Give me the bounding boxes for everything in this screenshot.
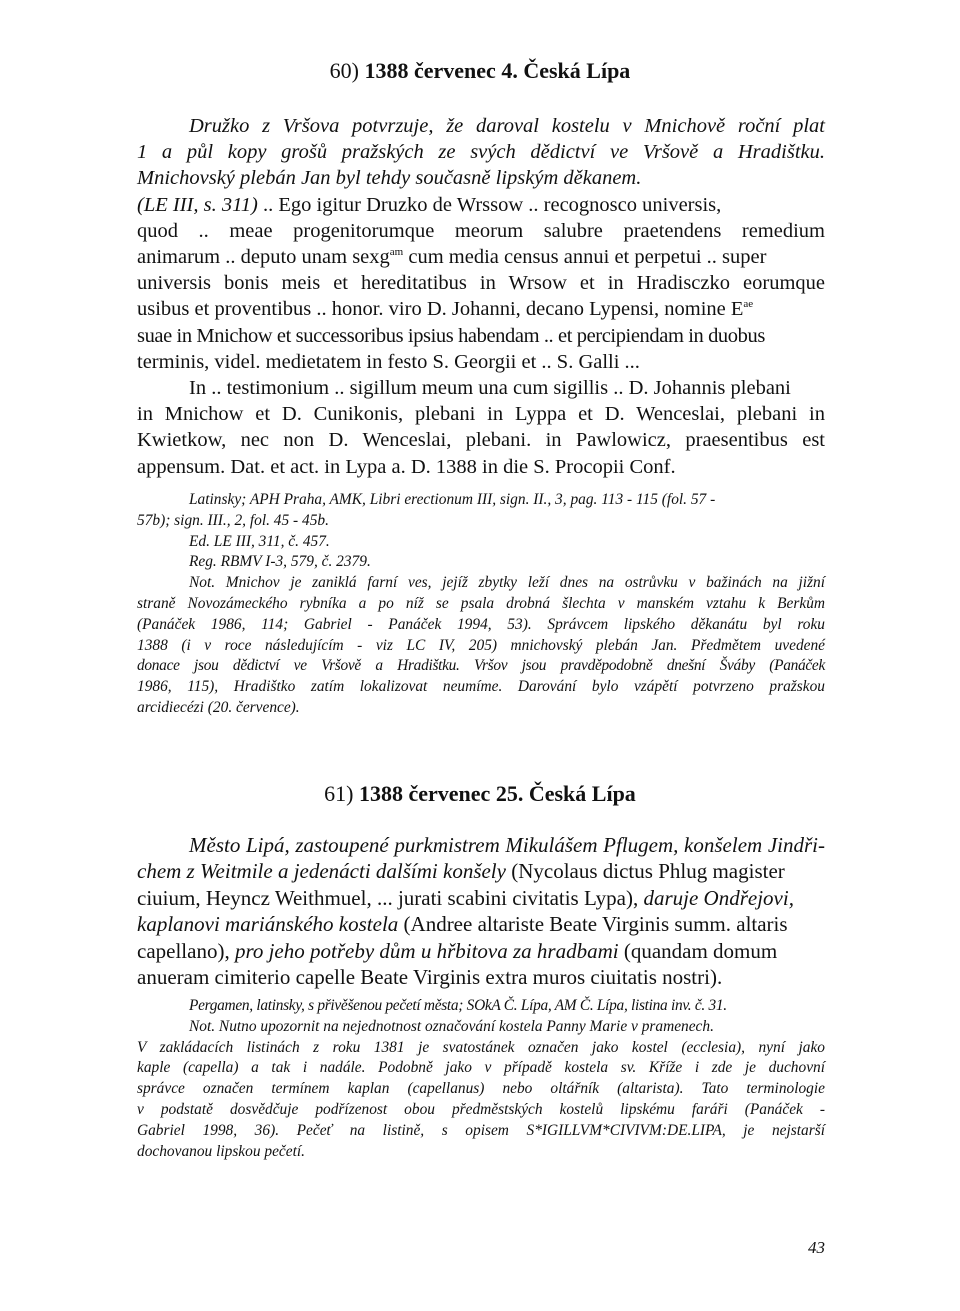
latin-line: In .. testimonium .. sigillum meum una cum sigillis .. D. Johannis plebani (189, 377, 791, 400)
body-line: ciuium, Heyncz Weithmuel, ... jurati scabini civitatis Lypa), daruje Ondřejovi, (137, 885, 794, 910)
latin-line: usibus et proventibus .. honor. viro D. Johanni, decano Lypensi, nomine $E^{ae}$ (137, 298, 754, 321)
note-line: Latinsky; APH Praha, AMK, Libri erectionum III, sign. II., 3, pag. 113 - 115 (fol. 57 - (189, 491, 716, 508)
latin-line: Kwietkow, nec non D. Wenceslai, plebani. in Pawlowicz, praesentibus est (137, 429, 825, 452)
note-line: donace jsou dědictví ve Vršově a Hradištku. Vršov jsou pravděpodobně dnešní Šváby (Panáček (137, 657, 825, 675)
entry-60-notes (137, 490, 825, 719)
latin-line: appensum. Dat. et act. in Lypa a. D. 1388 in die S. Procopii Conf. (137, 455, 676, 478)
entry-61-notes (137, 996, 825, 1162)
latin-line: animarum .. deputo unam sexg$^{am}$ cum media census annui et perpetui .. super (137, 246, 767, 269)
entry-number: 60) (329, 58, 359, 83)
page-number: 43 (808, 1238, 825, 1257)
latin-line: (LE III, s. 311) .. Ego igitur Druzko de Wrssow .. recognosco universis, (137, 193, 722, 216)
entry-date: 1388 červenec 4. (364, 58, 518, 83)
latin-line: quod .. meae progenitorumque meorum salubre praetendens remedium (137, 219, 825, 242)
note-line: dochovanou lipskou pečetí. (137, 1142, 305, 1160)
note-line: V zakládacích listinách z roku 1381 je svatostánek označen jako kostel (ecclesia), nyní jako (137, 1038, 825, 1056)
body-line: anueram cimiterio capelle Beate Virginis extra muros ciuitatis nostri). (137, 965, 723, 990)
latin-line: in Mnichow et D. Cunikonis, plebani in Lyppa et D. Wenceslai, plebani in (137, 403, 825, 426)
note-line: Ed. LE III, 311, č. 457. (189, 532, 330, 550)
summary-line: Mnichovský plebán Jan byl tehdy současně lipským děkanem. (137, 167, 642, 190)
entry-61-heading (0, 781, 960, 807)
note-line: Gabriel 1998, 36). Pečeť na listině, s opisem S*IGILLVM*CIVIVM:DE.LIPA, je nejstarší (137, 1121, 825, 1139)
body-line: Město Lipá, zastoupené purkmistrem Mikulášem Pflugem, konšelem Jindři- (189, 833, 825, 857)
note-line: Reg. RBMV I-3, 579, č. 2379. (189, 553, 371, 571)
note-line: Not. Mnichov je zaniklá farní ves, jejíž zbytky leží dnes na ostrůvku v bažinách na jižní (189, 574, 825, 592)
note-line: v podstatě dosvědčuje podřízenost obou předměstských kostelů lipskému faráři (Panáček - (137, 1100, 825, 1118)
entry-date: 1388 červenec 25. (359, 781, 524, 806)
note-line: Not. Nutno upozornit na nejednotnost označování kostela Panny Marie v pramenech. (189, 1017, 714, 1035)
entry-place: Česká Lípa (523, 58, 631, 83)
entry-60-heading (0, 58, 960, 84)
note-line: 1986, 115), Hradištko zatím lokalizovat neumíme. Darování bylo vzápětí potvrzeno pražskou (137, 678, 825, 696)
entry-place: Česká Lípa (528, 781, 636, 806)
body-line: chem z Weitmile a jedenácti dalšími konšely (Nycolaus dictus Phlug magister (137, 859, 785, 884)
entry-61-body (137, 832, 825, 990)
note-line: 1388 (i v roce následujícím - viz LC IV, 205) mnichovský plebán Jan. Předmětem uvedené (137, 636, 825, 654)
body-line: capellano), pro jeho potřeby dům u hřbitova za hradbami (quandam domum (137, 938, 778, 963)
summary-line: 1 a půl kopy grošů pražských ze svých dědictví ve Vršově a Hradištku. (137, 141, 825, 164)
note-line: arcidiecézi (20. července). (137, 698, 300, 716)
latin-line: universis bonis meis et hereditatibus in Wrsow et in Hradisczko eorumque (137, 272, 825, 295)
latin-line: suae in Mnichow et successoribus ipsius habendam .. et percipiendam in duobus (137, 324, 765, 347)
note-line: Pergamen, latinsky, s přivěšenou pečetí města; SOkA Č. Lípa, AM Č. Lípa, listina inv. č. 31. (189, 997, 727, 1014)
latin-line: terminis, videl. medietatem in festo S. Georgii et .. S. Galli ... (137, 350, 640, 373)
note-line: správce označen termínem kaplan (capellanus) nebo oltářník (altarista). Tato terminologie (137, 1080, 825, 1098)
body-line: kaplanovi mariánského kostela (Andree altariste Beate Virginis summ. altaris (137, 912, 788, 937)
note-line: (Panáček 1986, 114; Gabriel - Panáček 1994, 53). Správcem lipského děkanátu byl roku (137, 615, 825, 633)
note-line: 57b); sign. III., 2, fol. 45 - 45b. (137, 511, 329, 529)
note-line: straně Novozámeckého rybníka a po níž se psala drobná šlechta v manském vztahu k Berkům (137, 594, 825, 612)
entry-60-body (137, 113, 825, 480)
entry-number: 61) (324, 781, 354, 806)
edition-reference: (LE III, s. 311) (137, 193, 258, 216)
note-line: kaple (capella) a tak i nadále. Podobně jako v případě kostela sv. Kříže i zde je duchovní (137, 1059, 825, 1077)
summary-line: Družko z Vršova potvrzuje, že daroval kostelu v Mnichově roční plat (189, 115, 825, 137)
